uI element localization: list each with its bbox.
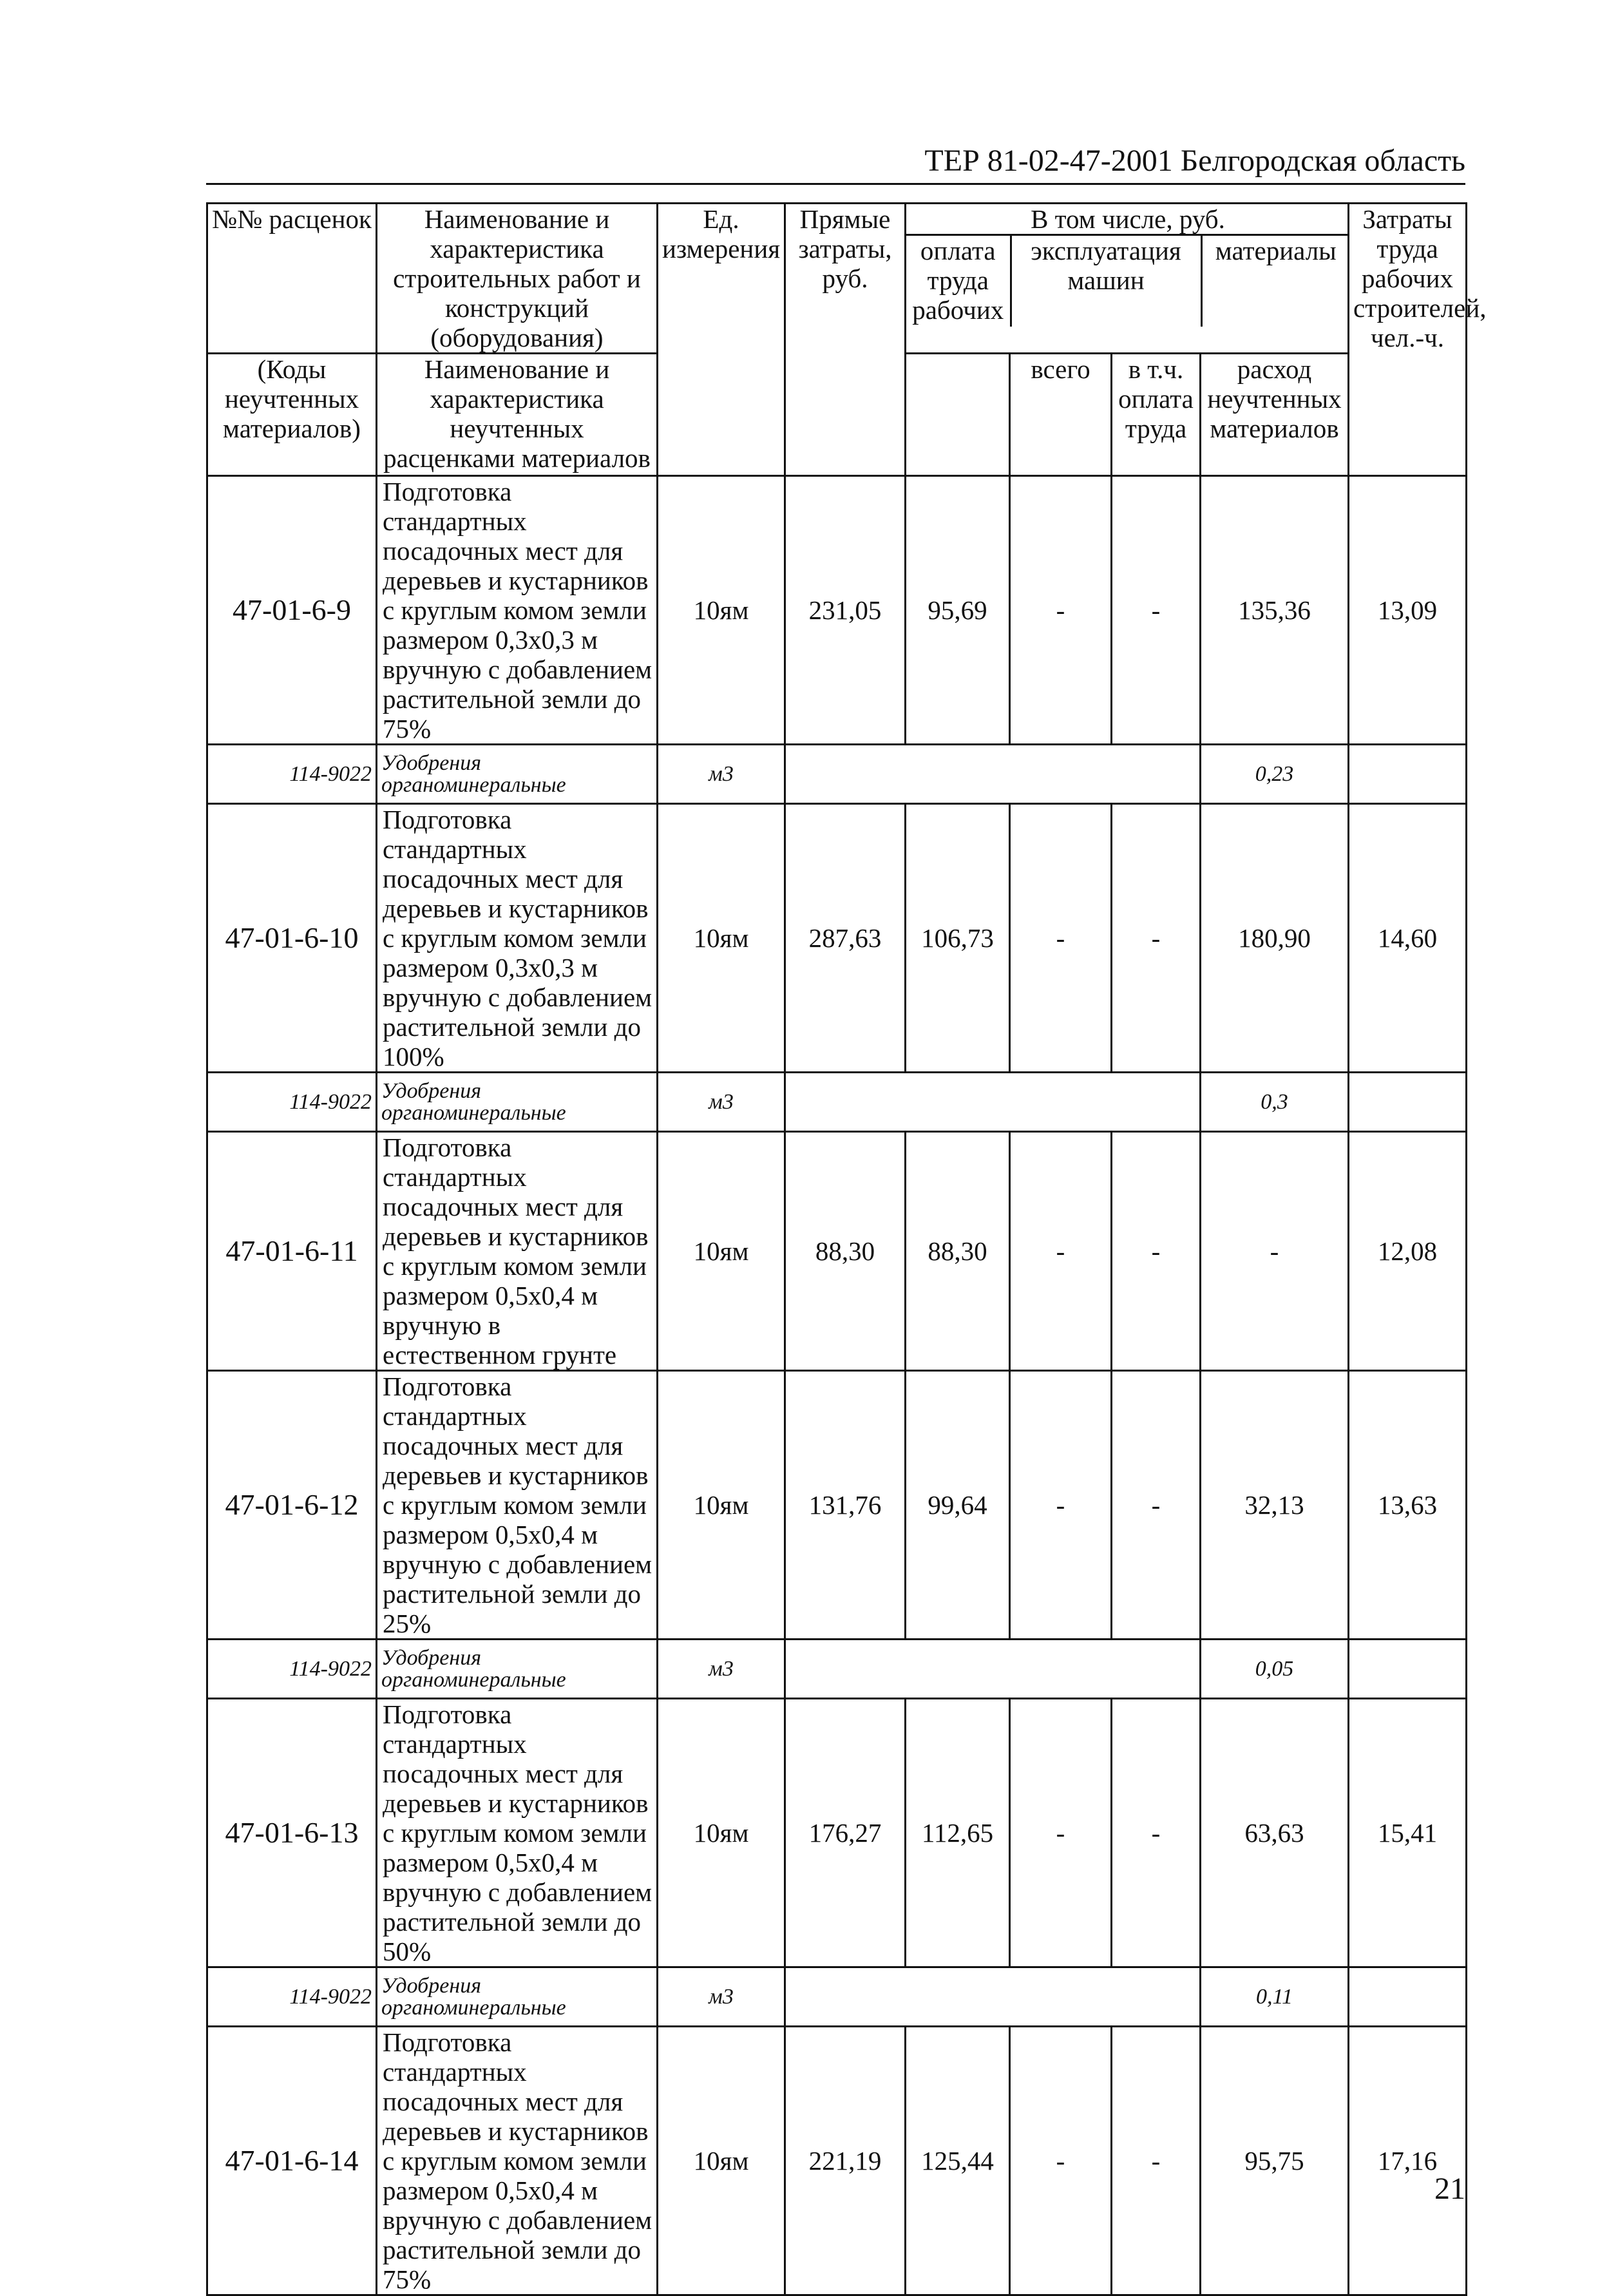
col-incl-header: В том числе, руб. [906, 204, 1349, 235]
rate-name: Подготовка стандартных посадочных мест для деревьев и кустарников с круглым комом земли размером 0,5х0,4 м вручную с добавлением растительной земли до 75% [377, 2027, 658, 2295]
rate-code: 47-01-6-13 [207, 1699, 377, 1967]
rate-machines-pay: - [1112, 1371, 1201, 1640]
material-code: 114-9022 [207, 745, 377, 804]
rate-labor-pay: 125,44 [906, 2027, 1010, 2295]
material-spacer [785, 1640, 1201, 1699]
rate-name: Подготовка стандартных посадочных мест для деревьев и кустарников с круглым комом земли размером 0,5х0,4 м вручную с добавлением растительной земли до 50% [377, 1699, 658, 1967]
rate-labor-pay: 112,65 [906, 1699, 1010, 1967]
rate-name: Подготовка стандартных посадочных мест для деревьев и кустарников с круглым комом земли размером 0,5х0,4 м вручную с добавлением растительной земли до 25% [377, 1371, 658, 1640]
material-usage: 0,05 [1201, 1640, 1349, 1699]
material-usage: 0,23 [1201, 745, 1349, 804]
table-row [207, 2027, 1467, 2295]
material-empty [1349, 1967, 1467, 2027]
rate-labor-cost: 15,41 [1349, 1699, 1467, 1967]
rate-machines-total: - [1010, 1371, 1112, 1640]
material-spacer [785, 1967, 1201, 2027]
rate-labor-cost: 17,16 [1349, 2027, 1467, 2295]
col-code-header: №№ расценок [207, 204, 377, 354]
rate-machines-total: - [1010, 1132, 1112, 1371]
page-number: 21 [1434, 2172, 1465, 2206]
rate-unit: 10ям [658, 804, 785, 1073]
rate-labor-cost: 12,08 [1349, 1132, 1467, 1371]
header-rule [206, 183, 1465, 185]
col-labor-cost-header: Затраты труда рабочих строителей, чел.-ч. [1349, 204, 1467, 476]
material-unit: м3 [658, 1073, 785, 1132]
col-mat-use-header: расход неучтенных материалов [1201, 354, 1349, 476]
rate-machines-total: - [1010, 476, 1112, 745]
rate-machines-pay: - [1112, 476, 1201, 745]
rate-direct-cost: 131,76 [785, 1371, 906, 1640]
rate-labor-pay: 95,69 [906, 476, 1010, 745]
material-name: Удобрения органоминеральные [377, 1967, 658, 2027]
rate-code: 47-01-6-11 [207, 1132, 377, 1371]
table-row [207, 804, 1467, 1073]
material-name: Удобрения органоминеральные [377, 1073, 658, 1132]
rate-code: 47-01-6-14 [207, 2027, 377, 2295]
table-row [207, 1371, 1467, 1640]
rate-labor-cost: 13,09 [1349, 476, 1467, 745]
col-mach-total-header: всего [1010, 354, 1112, 476]
rate-name: Подготовка стандартных посадочных мест для деревьев и кустарников с круглым комом земли размером 0,3х0,3 м вручную с добавлением растительной земли до 75% [377, 476, 658, 745]
rate-labor-pay: 88,30 [906, 1132, 1010, 1371]
material-unit: м3 [658, 1967, 785, 2027]
col-unit-header: Ед. измерения [658, 204, 785, 476]
material-row [207, 1073, 1467, 1132]
page-header-title: ТЕР 81-02-47-2001 Белгородская область [924, 144, 1465, 178]
rate-machines-total: - [1010, 1699, 1112, 1967]
col-labor-pay-header: оплата труда рабочих [906, 235, 1011, 327]
table-row [207, 1699, 1467, 1967]
rate-machines-pay: - [1112, 1132, 1201, 1371]
rate-materials: 180,90 [1201, 804, 1349, 1073]
rate-direct-cost: 287,63 [785, 804, 906, 1073]
rate-labor-pay: 99,64 [906, 1371, 1010, 1640]
rate-labor-cost: 14,60 [1349, 804, 1467, 1073]
rate-machines-total: - [1010, 804, 1112, 1073]
rate-machines-pay: - [1112, 2027, 1201, 2295]
rate-code: 47-01-6-9 [207, 476, 377, 745]
rate-labor-cost: 13,63 [1349, 1371, 1467, 1640]
material-code: 114-9022 [207, 1640, 377, 1699]
material-row [207, 1640, 1467, 1699]
material-unit: м3 [658, 745, 785, 804]
col-incl-wrapper [906, 204, 1349, 354]
rate-direct-cost: 221,19 [785, 2027, 906, 2295]
rate-unit: 10ям [658, 1132, 785, 1371]
material-unit: м3 [658, 1640, 785, 1699]
col-mach-pay-header: в т.ч. оплата труда [1112, 354, 1201, 476]
col-materials-header: материалы [1215, 236, 1337, 265]
material-empty [1349, 745, 1467, 804]
material-code: 114-9022 [207, 1967, 377, 2027]
col-name-sub-header: Наименование и характеристика неучтенных расценками материалов [377, 354, 658, 476]
rate-direct-cost: 88,30 [785, 1132, 906, 1371]
rate-unit: 10ям [658, 2027, 785, 2295]
rate-name: Подготовка стандартных посадочных мест для деревьев и кустарников с круглым комом земли размером 0,3х0,3 м вручную с добавлением растительной земли до 100% [377, 804, 658, 1073]
col-direct-header: Прямые затраты, руб. [785, 204, 906, 476]
rate-materials: 63,63 [1201, 1699, 1349, 1967]
rate-unit: 10ям [658, 1371, 785, 1640]
material-usage: 0,3 [1201, 1073, 1349, 1132]
material-spacer [785, 745, 1201, 804]
col-machines-header: эксплуатация машин [1011, 235, 1201, 327]
col-code-sub-header: (Коды неучтенных материалов) [207, 354, 377, 476]
table-row [207, 476, 1467, 745]
rate-name: Подготовка стандартных посадочных мест для деревьев и кустарников с круглым комом земли размером 0,5х0,4 м вручную в естественном грунте [377, 1132, 658, 1371]
material-code: 114-9022 [207, 1073, 377, 1132]
col-name-header: Наименование и характеристика строительных работ и конструкций (оборудования) [377, 204, 658, 354]
rate-machines-pay: - [1112, 1699, 1201, 1967]
material-empty [1349, 1640, 1467, 1699]
rate-unit: 10ям [658, 1699, 785, 1967]
rate-machines-total: - [1010, 2027, 1112, 2295]
rate-machines-pay: - [1112, 804, 1201, 1073]
rate-unit: 10ям [658, 476, 785, 745]
rate-materials: - [1201, 1132, 1349, 1371]
material-row [207, 1967, 1467, 2027]
header-row-1 [207, 204, 1467, 354]
rate-materials: 135,36 [1201, 476, 1349, 745]
rate-direct-cost: 176,27 [785, 1699, 906, 1967]
rate-materials: 95,75 [1201, 2027, 1349, 2295]
table-row [207, 1132, 1467, 1371]
material-spacer [785, 1073, 1201, 1132]
rate-direct-cost: 231,05 [785, 476, 906, 745]
rate-code: 47-01-6-12 [207, 1371, 377, 1640]
material-row [207, 745, 1467, 804]
rate-materials: 32,13 [1201, 1371, 1349, 1640]
material-name: Удобрения органоминеральные [377, 745, 658, 804]
rates-table [206, 202, 1487, 2296]
material-name: Удобрения органоминеральные [377, 1640, 658, 1699]
material-empty [1349, 1073, 1467, 1132]
rate-code: 47-01-6-10 [207, 804, 377, 1073]
material-usage: 0,11 [1201, 1967, 1349, 2027]
rate-labor-pay: 106,73 [906, 804, 1010, 1073]
